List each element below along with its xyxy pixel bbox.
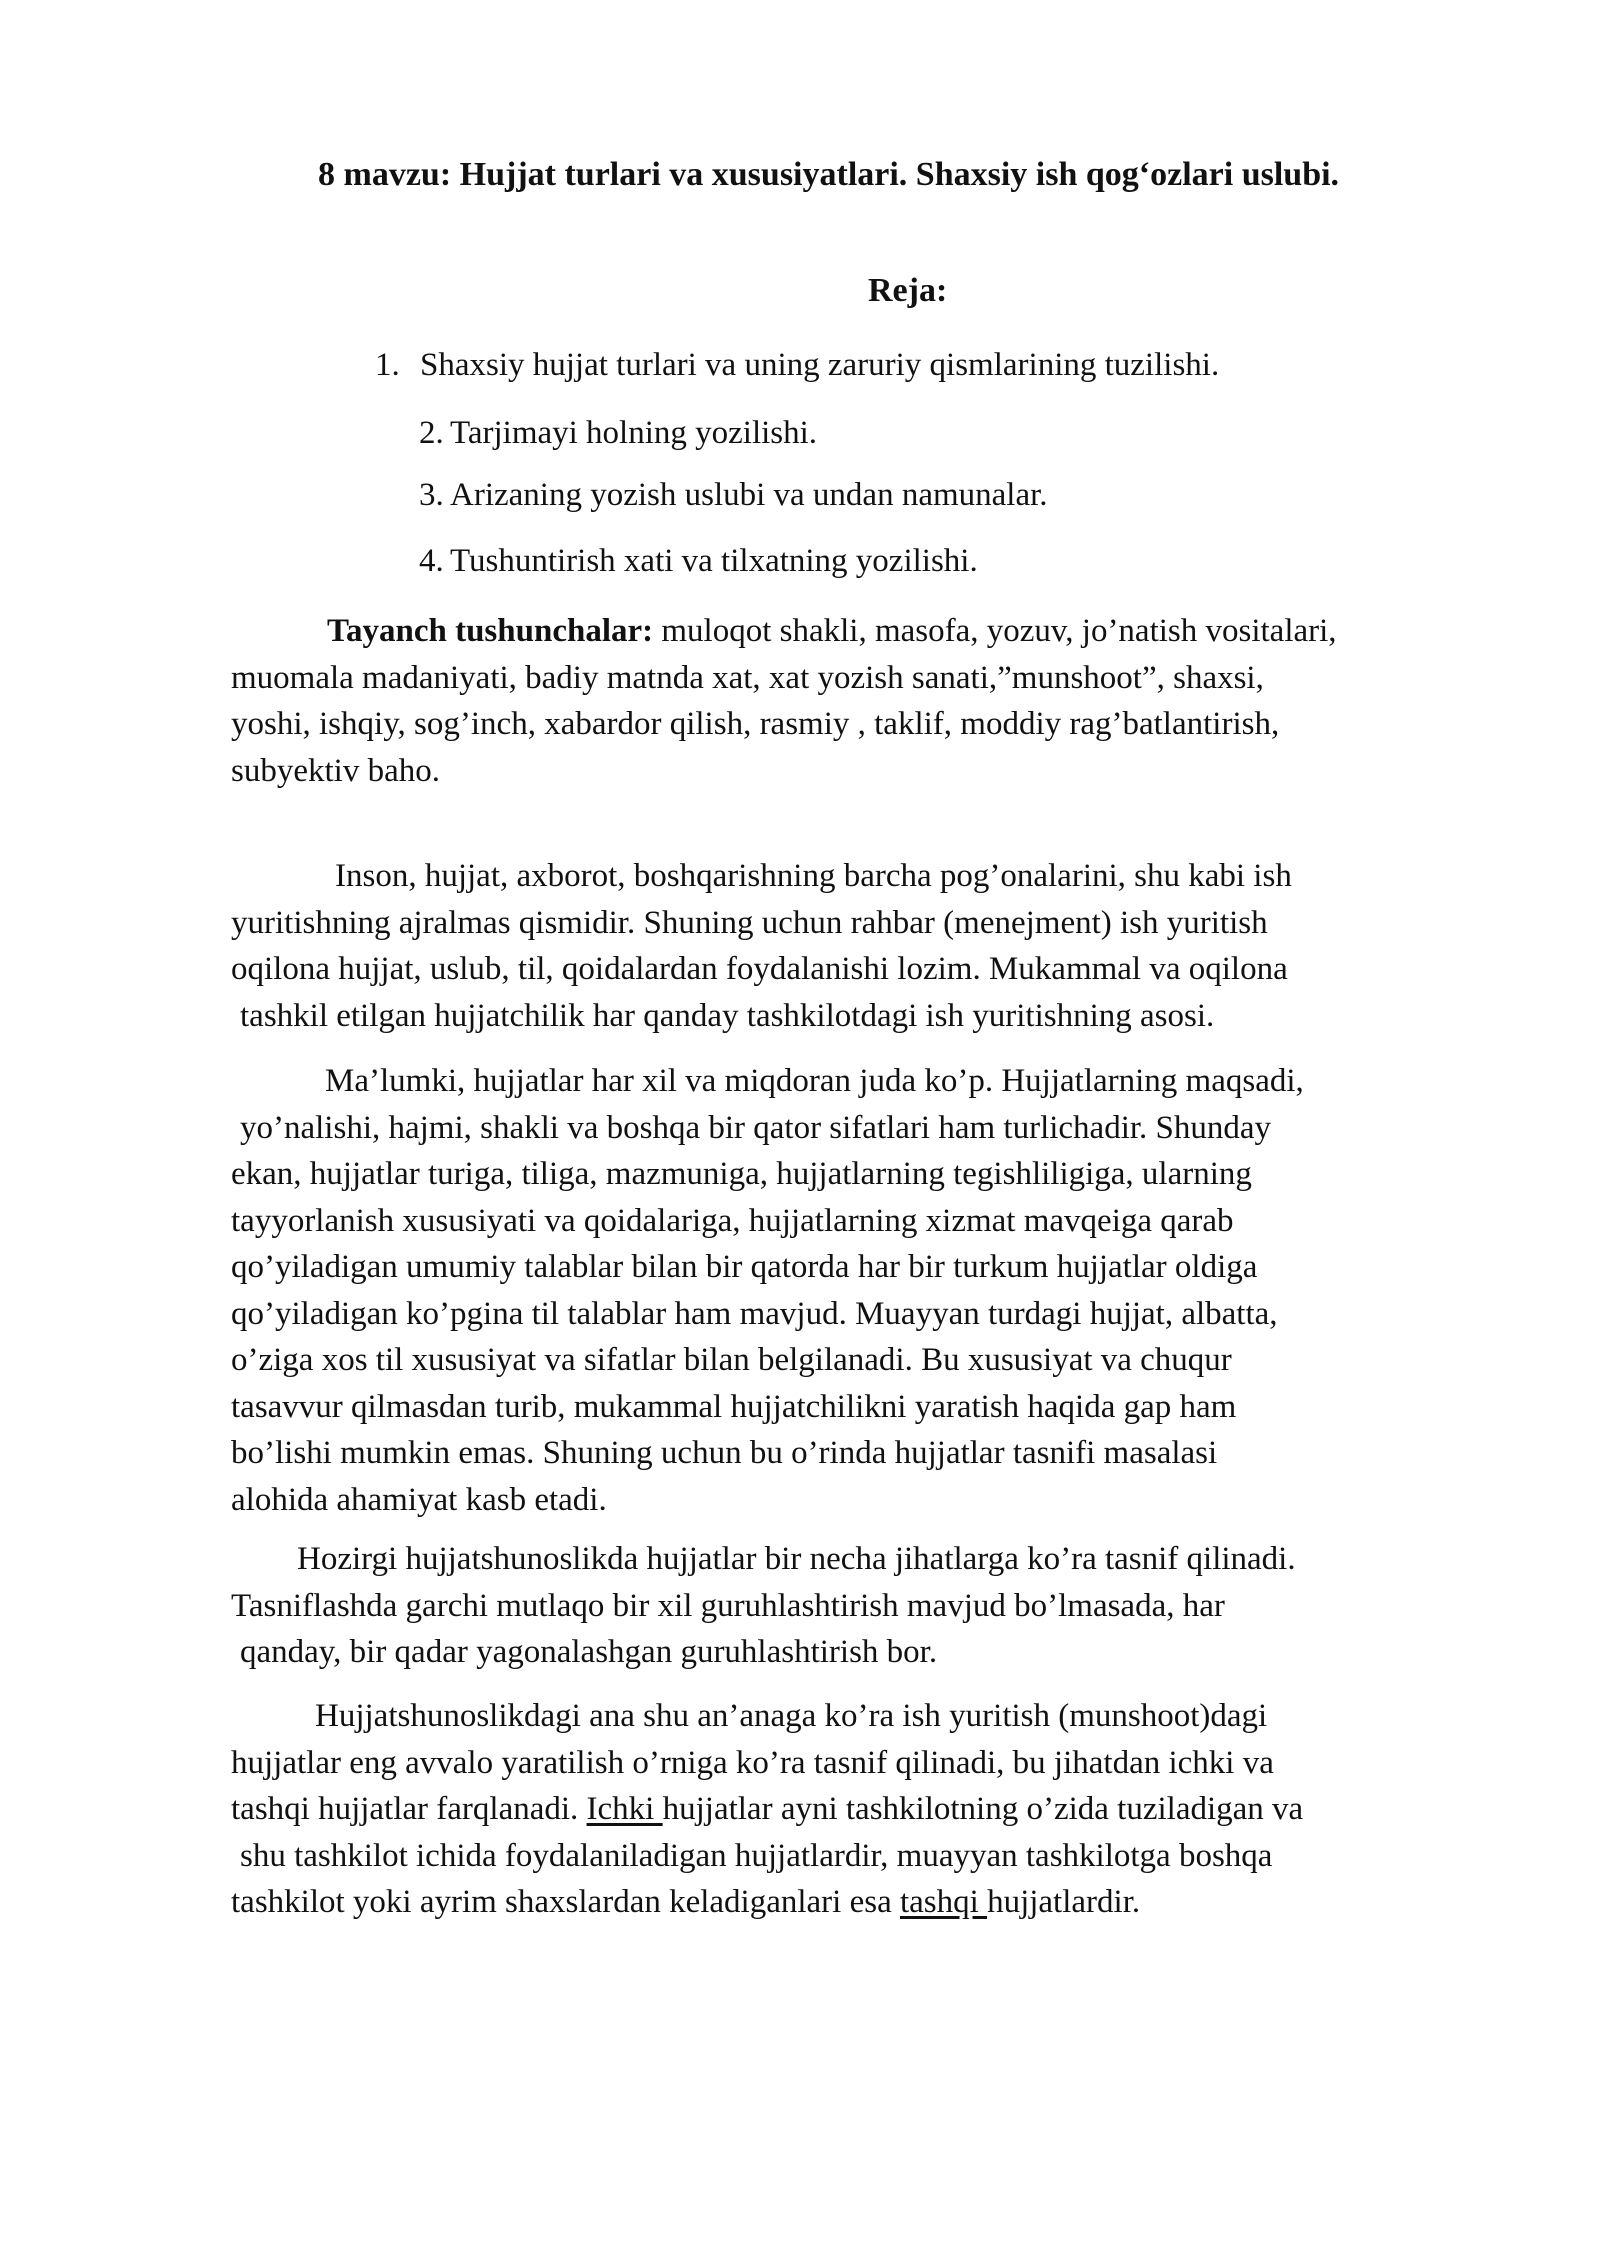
- paragraph-2-line: alohida ahamiyat kasb etadi.: [231, 1481, 607, 1518]
- underlined-term-ichki: Ichki: [586, 1791, 663, 1827]
- paragraph-1-line: Inson, hujjat, axborot, boshqarishning barcha pog’onalarini, shu kabi ish: [335, 858, 1292, 894]
- plan-item-number-1: 1.: [375, 347, 400, 383]
- plan-item-text-2: Tarjimayi holning yozilishi.: [450, 415, 818, 451]
- paragraph-2-line: yo’nalishi, hajmi, shakli va boshqa bir qator sifatlari ham turlichadir. Shunday: [240, 1109, 1272, 1146]
- paragraph-4-text: tashqi hujjatlar farqlanadi.: [231, 1791, 587, 1827]
- paragraph-2-line: qo’yiladigan ko’pgina til talablar ham mavjud. Muayyan turdagi hujjat, albatta,: [231, 1295, 1278, 1332]
- underlined-term-tashqi: tashqi: [899, 1884, 988, 1920]
- paragraph-4-line: [231, 1879, 1486, 1926]
- plan-item-number-4: 4.: [419, 543, 444, 579]
- paragraph-1-line: tashkil etilgan hujjatchilik har qanday tashkilotdagi ish yuritishning asosi.: [240, 997, 1215, 1034]
- paragraph-1: [231, 853, 1486, 1039]
- paragraph-2-line: tayyorlanish xususiyati va qoidalariga, hujjatlarning xizmat mavqeiga qarab: [231, 1202, 1234, 1239]
- paragraph-4-text: hujjatlar ayni tashkilotning o’zida tuziladigan va: [662, 1791, 1304, 1827]
- paragraph-1-line: oqilona hujjat, uslub, til, qoidalardan foydalanishi lozim. Mukammal va oqilona: [231, 951, 1288, 987]
- key-concepts-line-3: yoshi, ishqiy, sog’inch, xabardor qilish, rasmiy , taklif, moddiy rag’batlantirish,: [231, 706, 1280, 742]
- plan-item-text-1: Shaxsiy hujjat turlari va uning zaruriy qismlarining tuzilishi.: [420, 347, 1220, 383]
- paragraph-2-line: o’ziga xos til xususiyat va sifatlar bilan belgilanadi. Bu xususiyat va chuqur: [231, 1342, 1232, 1378]
- key-concepts-line-4: subyektiv baho.: [231, 752, 440, 789]
- plan-heading: Reja:: [868, 272, 948, 309]
- key-concepts-line-2: muomala madaniyati, badiy matnda xat, xat yozish sanati,”munshoot”, shaxsi,: [231, 659, 1264, 696]
- paragraph-4-line: shu tashkilot ichida foydalaniladigan hujjatlardir, muayyan tashkilotga boshqa: [240, 1837, 1273, 1874]
- paragraph-1-line: yuritishning ajralmas qismidir. Shuning uchun rahbar (menejment) ish yuritish: [231, 904, 1268, 941]
- paragraph-4: [231, 1693, 1486, 1926]
- paragraph-2-line: Ma’lumki, hujjatlar har xil va miqdoran juda ko’p. Hujjatlarning maqsadi,: [325, 1063, 1304, 1099]
- paragraph-2-line: bo’lishi mumkin emas. Shuning uchun bu o’rinda hujjatlar tasnifi masalasi: [231, 1435, 1218, 1471]
- key-concepts-paragraph: [231, 608, 1486, 794]
- plan-item-number-2: 2.: [419, 415, 444, 451]
- paragraph-2-line: tasavvur qilmasdan turib, mukammal hujjatchilikni yaratish haqida gap ham: [231, 1388, 1237, 1425]
- page-title: 8 mavzu: Hujjat turlari va xususiyatlari. Shaxsiy ish qog‘ozlari uslubi.: [318, 156, 1340, 193]
- plan-item-text-3: Arizaning yozish uslubi va undan namunalar.: [450, 477, 1048, 513]
- paragraph-2: [231, 1058, 1486, 1523]
- paragraph-4-line: Hujjatshunoslikdagi ana shu an’anaga ko’ra ish yuritish (munshoot)dagi: [315, 1698, 1268, 1734]
- paragraph-3-line: Tasniflashda garchi mutlaqo bir xil guruhlashtirish mavjud bo’lmasada, har: [231, 1587, 1225, 1624]
- paragraph-3-line: Hozirgi hujjatshunoslikda hujjatlar bir necha jihatlarga ko’ra tasnif qilinadi.: [297, 1541, 1296, 1577]
- paragraph-2-line: qo’yiladigan umumiy talablar bilan bir qatorda har bir turkum hujjatlar oldiga: [231, 1249, 1258, 1285]
- paragraph-3-line: qanday, bir qadar yagonalashgan guruhlashtirish bor.: [240, 1634, 938, 1670]
- paragraph-4-line: hujjatlar eng avvalo yaratilish o’rniga ko’ra tasnif qilinadi, bu jihatdan ichki va: [231, 1744, 1274, 1781]
- paragraph-4-line: [231, 1786, 1486, 1833]
- paragraph-4-text: tashkilot yoki ayrim shaxslardan keladiganlari esa: [231, 1884, 900, 1920]
- plan-item-number-3: 3.: [419, 477, 444, 513]
- key-concepts-line-1: muloqot shakli, masofa, yozuv, jo’natish vositalari,: [653, 613, 1337, 649]
- plan-item-text-4: Tushuntirish xati va tilxatning yozilishi.: [450, 543, 978, 579]
- key-concepts-label: Tayanch tushunchalar:: [327, 613, 654, 649]
- paragraph-3: [231, 1536, 1486, 1676]
- paragraph-4-text: hujjatlardir.: [987, 1884, 1141, 1920]
- paragraph-2-line: ekan, hujjatlar turiga, tiliga, mazmuniga, hujjatlarning tegishliligiga, ularning: [231, 1156, 1252, 1192]
